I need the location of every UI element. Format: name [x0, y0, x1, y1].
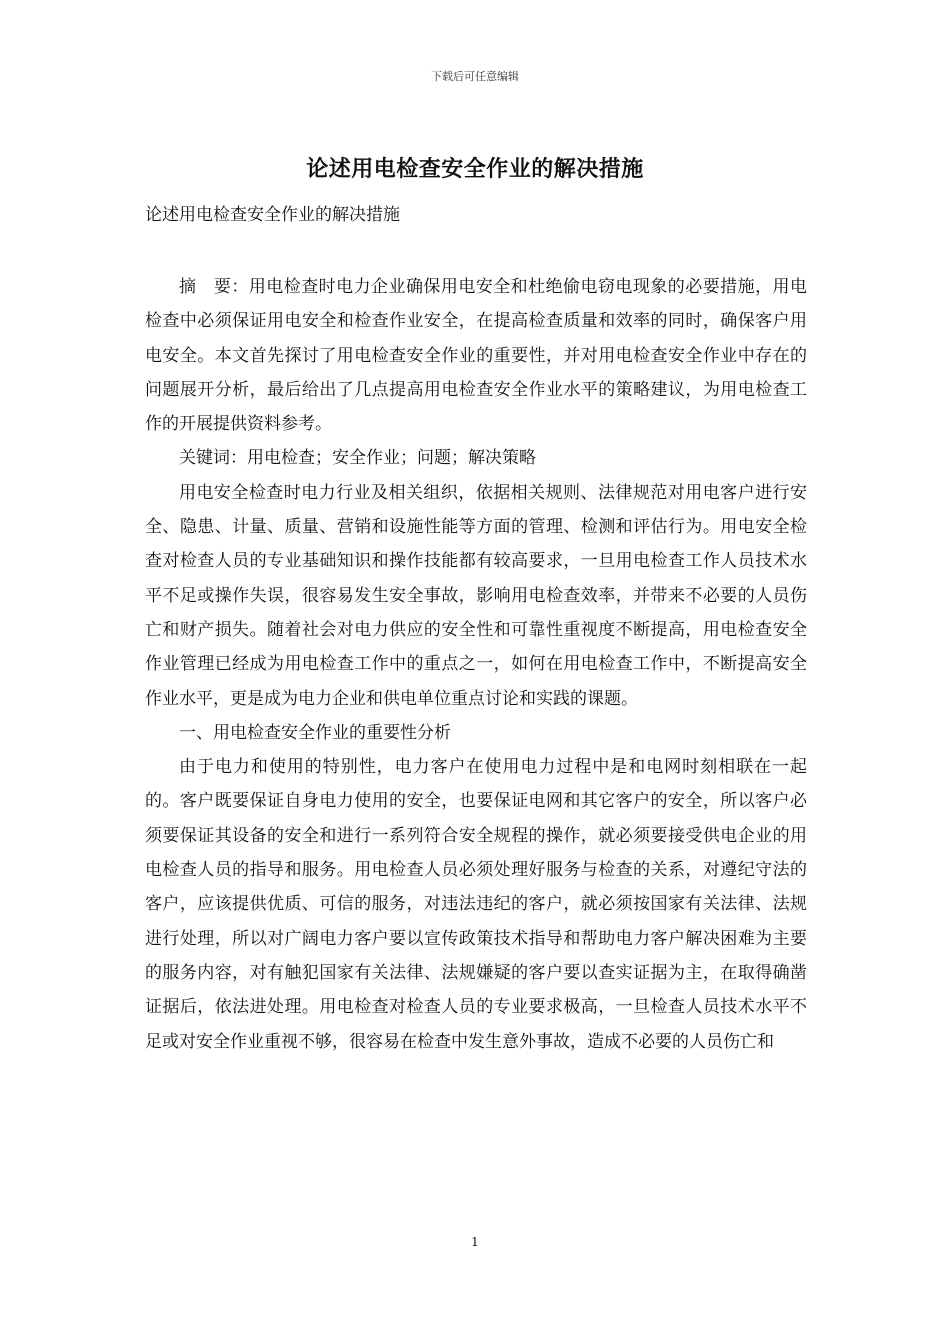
section-paragraph: 由于电力和使用的特别性，电力客户在使用电力过程中是和电网时刻相联在一起的。客户既要保证自身电力使用的安全，也要保证电网和其它客户的安全，所以客户必须要保证其设备的安全和进行一系列符合安全规程的操作，就必须要接受供电企业的用电检查人员的指导和服务。用电检查人员必须处理好服务与检查的关系，对遵纪守法的客户，应该提供优质、可信的服务，对违法违纪的客户，就必须按国家有关法律、法规进行处理，所以对广阔电力客户要以宣传政策技术指导和帮助电力客户解决困难为主要的服务内容，对有触犯国家有关法律、法规嫌疑的客户要以查实证据为主，在取得确凿证据后，依法进处理。用电检查对检查人员的专业要求极高，一旦检查人员技术水平不足或对安全作业重视不够，很容易在检查中发生意外事故，造成不必要的人员伤亡和	[145, 757, 807, 1052]
keywords-paragraph: 关键词：用电检查；安全作业；问题；解决策略	[179, 448, 536, 469]
document-title: 论述用电检查安全作业的解决措施	[306, 156, 644, 182]
header-note: 下载后可任意编辑	[431, 70, 519, 83]
abstract-paragraph: 摘 要：用电检查时电力企业确保用电安全和杜绝偷电窃电现象的必要措施，用电检查中必须保证用电安全和检查作业安全，在提高检查质量和效率的同时，确保客户用电安全。本文首先探讨了用电检查安全作业的重要性，并对用电检查安全作业中存在的问题展开分析，最后给出了几点提高用电检查安全作业水平的策略建议，为用电检查工作的开展提供资料参考。	[145, 277, 807, 435]
intro-paragraph: 用电安全检查时电力行业及相关组织，依据相关规则、法律规范对用电客户进行安全、隐患、计量、质量、营销和设施性能等方面的管理、检测和评估行为。用电安全检查对检查人员的专业基础知识和操作技能都有较高要求，一旦用电检查工作人员技术水平不足或操作失误，很容易发生安全事故，影响用电检查效率，并带来不必要的人员伤亡和财产损失。随着社会对电力供应的安全性和可靠性重视度不断提高，用电检查安全作业管理已经成为用电检查工作中的重点之一，如何在用电检查工作中，不断提高安全作业水平，更是成为电力企业和供电单位重点讨论和实践的课题。	[145, 482, 807, 709]
page-number: 1	[471, 1235, 479, 1249]
section-heading: 一、用电检查安全作业的重要性分析	[179, 722, 451, 743]
document-body	[145, 270, 807, 1059]
document-subtitle: 论述用电检查安全作业的解决措施	[145, 205, 400, 225]
